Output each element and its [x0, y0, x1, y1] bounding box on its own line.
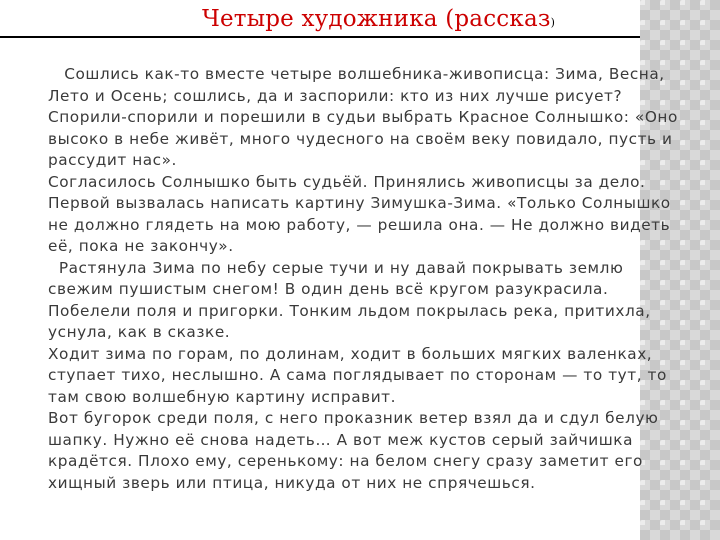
slide-title-text: Четыре художника (рассказ [202, 6, 551, 32]
paragraph-3: Растянула Зима по небу серые тучи и ну давай покрывать землю свежим пушистым снегом! В один день всё кругом разукрасила. Побелели поля и пригорки. Тонким льдом покрылась река, притихла, уснула, как в сказке. [48, 258, 651, 341]
slide-title [202, 6, 555, 32]
paragraph-2: Согласилось Солнышко быть судьёй. Принялись живописцы за дело. Первой вызвалась написать картину Зимушка-Зима. «Только Солнышко не должно глядеть на мою работу, — решила она. — Не должно видеть её, пока не закончу». [48, 172, 671, 255]
slide-title-closing-paren: ) [550, 16, 556, 29]
paragraph-5: Вот бугорок среди поля, с него проказник ветер взял да и сдул белую шапку. Нужно её снова надеть… А вот меж кустов серый зайчишка крадётся. Плохо ему, серенькому: на белом снегу сразу заметит его хищный зверь или птица, никуда от них не спрячешься. [48, 409, 659, 492]
story-text [48, 64, 690, 494]
title-underline [0, 36, 640, 38]
paragraph-4: Ходит зима по горам, по долинам, ходит в больших мягких валенках, ступает тихо, неслышно. А сама поглядывает по сторонам — то тут, то там свою волшебную картину исправит. [48, 344, 667, 406]
title-band [0, 0, 640, 36]
paragraph-1: Сошлись как-то вместе четыре волшебника-живописца: Зима, Весна, Лето и Осень; сошлись, да и заспорили: кто из них лучше рисует? Спорили-спорили и порешили в судьи выбрать Красное Солнышко: «Оно высоко в небе живёт, много чудесного на своём веку повидало, пусть и рассудит нас». [48, 65, 678, 169]
